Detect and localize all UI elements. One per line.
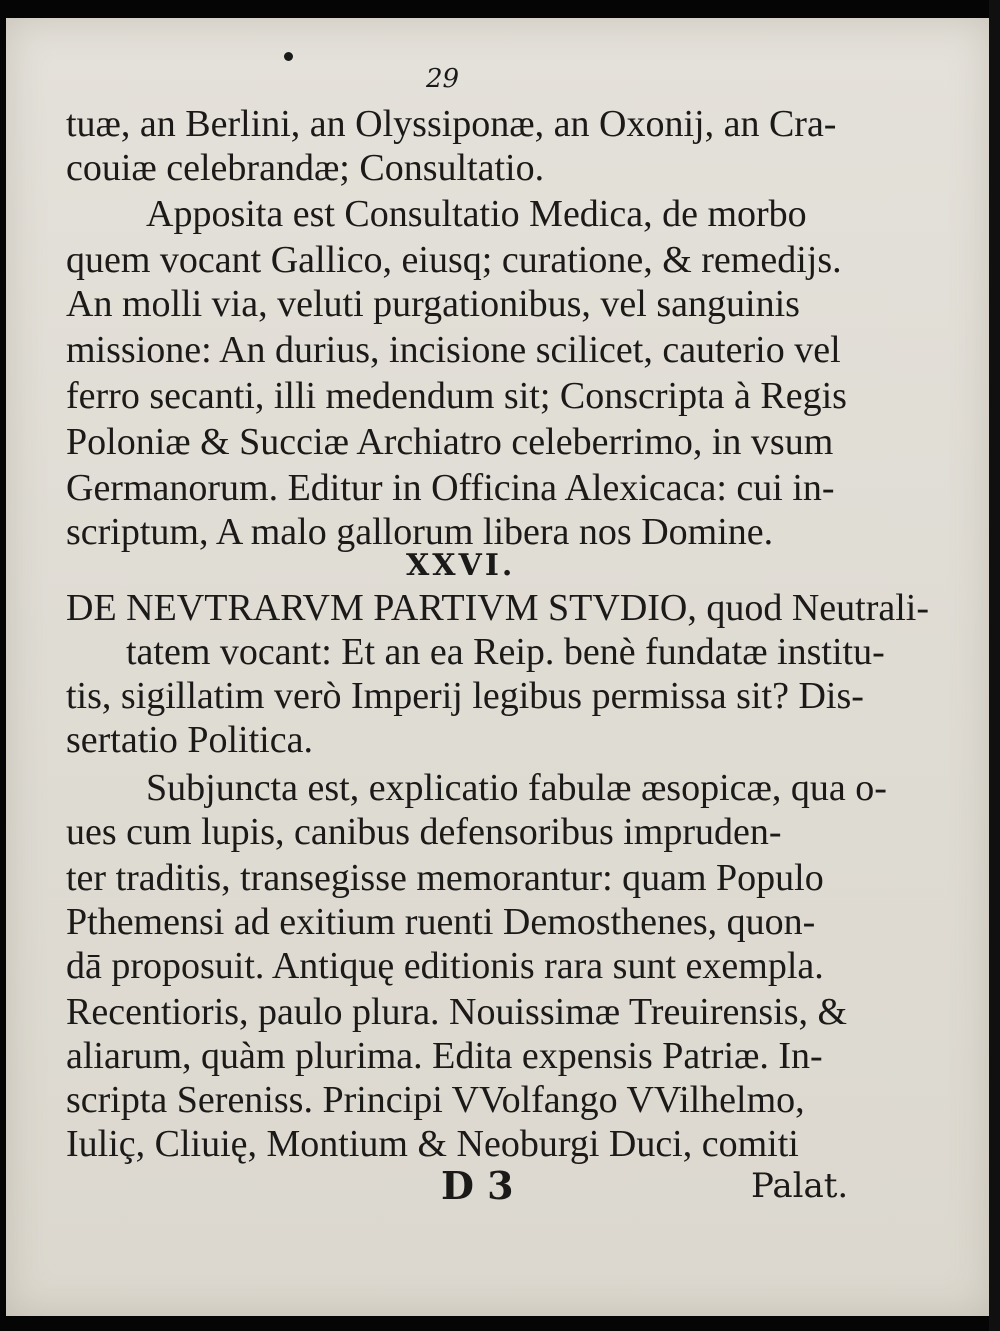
text-line: Apposita est Consultatio Medica, de morbo (146, 193, 807, 235)
text-line: Subjuncta est, explicatio fabulæ æsopicæ, qua o- (146, 767, 887, 809)
section-heading: XXVI. (406, 548, 516, 583)
section-title-line: tis, sigillatim verò Imperij legibus permissa sit? Dis- (66, 675, 864, 717)
text-line: dā proposuit. Antiquę editionis rara sunt exempla. (66, 945, 824, 987)
text-line: scriptum, A malo gallorum libera nos Domine. (66, 511, 774, 553)
text-line: quem vocant Gallico, eiusq; curatione, & remedijs. (66, 239, 842, 281)
section-title-line: DE NEVTRARVM PARTIVM STVDIO, quod Neutrali- (66, 587, 930, 629)
text-line: ter traditis, transegisse memorantur: quam Populo (66, 857, 824, 899)
signature-mark: D 3 (441, 1163, 514, 1208)
text-line: An molli via, veluti purgationibus, vel sanguinis (66, 283, 800, 325)
text-line: Iuliç, Cliuię, Montium & Neoburgi Duci, comiti (66, 1123, 799, 1165)
text-line: Pthemensi ad exitium ruenti Demosthenes, quon- (66, 901, 816, 943)
section-title-line: sertatio Politica. (66, 719, 313, 761)
text-line: couiæ celebrandæ; Consultatio. (66, 147, 545, 189)
text-line: aliarum, quàm plurima. Edita expensis Patriæ. In- (66, 1035, 823, 1077)
text-line: scripta Sereniss. Principi VVolfango VVilhelmo, (66, 1079, 805, 1121)
text-line: Poloniæ & Succiæ Archiatro celeberrimo, in vsum (66, 421, 834, 463)
text-line: ues cum lupis, canibus defensoribus impruden- (66, 811, 782, 853)
text-line: ferro secanti, illi medendum sit; Conscripta à Regis (66, 375, 847, 417)
text-line: tuæ, an Berlini, an Olyssiponæ, an Oxonij, an Cra- (66, 103, 837, 145)
page-number: 29 (426, 64, 460, 94)
text-line: missione: An durius, incisione scilicet, cauterio vel (66, 329, 841, 371)
text-line: Germanorum. Editur in Officina Alexicaca: cui in- (66, 467, 835, 509)
scan-border (989, 0, 1000, 1331)
text-line: Recentioris, paulo plura. Nouissimæ Treuirensis, & (66, 991, 848, 1033)
book-page (6, 18, 991, 1316)
catchword: Palat. (751, 1166, 849, 1206)
section-title-line: tatem vocant: Et an ea Reip. benè fundatæ institu- (126, 631, 885, 673)
ink-dot (284, 52, 293, 61)
